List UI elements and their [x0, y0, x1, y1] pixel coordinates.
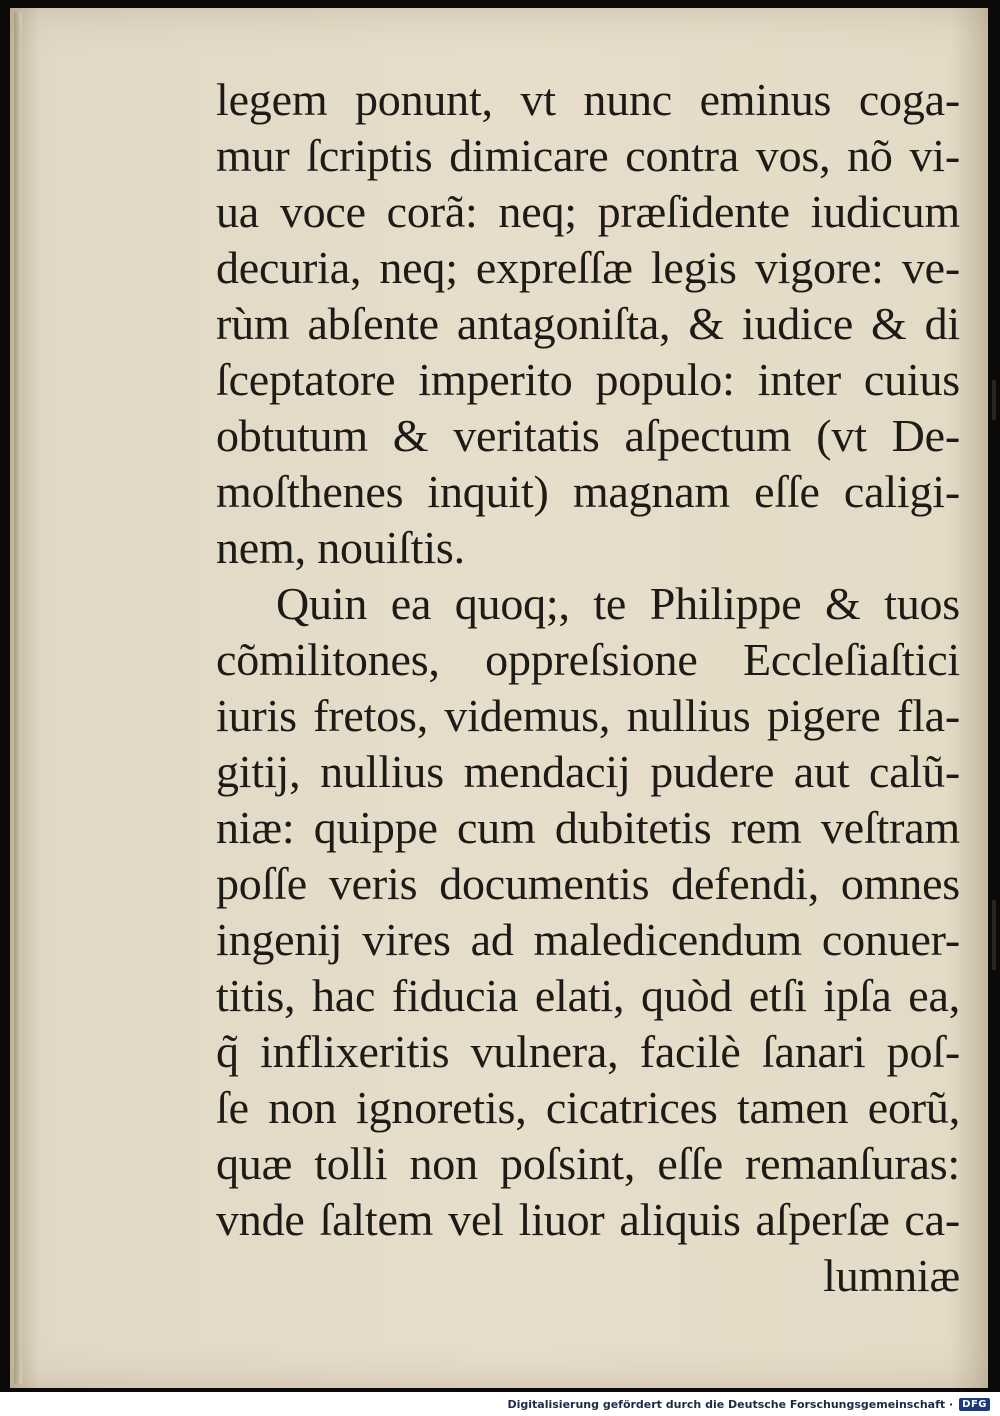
margin-mark	[992, 900, 996, 970]
text-line: moſthenes inquit) magnam eſſe caligi-	[216, 466, 960, 517]
page-text	[216, 72, 960, 1304]
text-line: poſſe veris documentis defendi, omnes	[216, 858, 960, 909]
margin-mark	[992, 380, 996, 420]
catchword: lumniæ	[823, 1250, 960, 1301]
funding-notice: Digitalisierung gefördert durch die Deutsche Forschungsgemeinschaft ·	[507, 1397, 954, 1411]
text-line: ua voce corã: neq; præſidente iudicum	[216, 186, 960, 237]
text-line: quæ tolli non poſsint, eſſe remanſuras:	[216, 1138, 960, 1189]
text-line: ſe non ignoretis, cicatrices tamen eorũ,	[216, 1082, 960, 1133]
text-line: decuria, neq; expreſſæ legis vigore: ve-	[216, 242, 960, 293]
text-line: vnde ſaltem vel liuor aliquis aſperſæ ca-	[216, 1194, 960, 1245]
text-line: cõmilitones, oppreſsione Eccleſiaſtici	[216, 634, 960, 685]
margin-marks	[992, 380, 998, 1100]
text-line: ingenij vires ad maledicendum conuer-	[216, 914, 960, 965]
text-line: gitij, nullius mendacij pudere aut calũ-	[216, 746, 960, 797]
text-line: legem ponunt, vt nunc eminus coga-	[216, 74, 960, 125]
paragraph-start-line: Quin ea quoq;, te Philippe & tuos	[276, 578, 960, 629]
text-line: mur ſcriptis dimicare contra vos, nõ vi-	[216, 130, 960, 181]
page-edge	[14, 12, 22, 1384]
text-line: obtutum & veritatis aſpectum (vt De-	[216, 410, 960, 461]
dfg-logo-icon[interactable]: DFG	[959, 1398, 990, 1411]
text-line: iuris fretos, videmus, nullius pigere fla-	[216, 690, 960, 741]
text-line: q̃ inflixeritis vulnera, facilè ſanari poſ-	[216, 1026, 960, 1077]
text-line: nem, nouiſtis.	[216, 522, 465, 573]
digitization-footer	[0, 1392, 1000, 1416]
text-line: rùm abſente antagoniſta, & iudice & di	[216, 298, 960, 349]
text-line: ſceptatore imperito populo: inter cuius	[216, 354, 960, 405]
text-line: titis, hac fiducia elati, quòd etſi ipſa ea,	[216, 970, 960, 1021]
text-line: niæ: quippe cum dubitetis rem veſtram	[216, 802, 960, 853]
